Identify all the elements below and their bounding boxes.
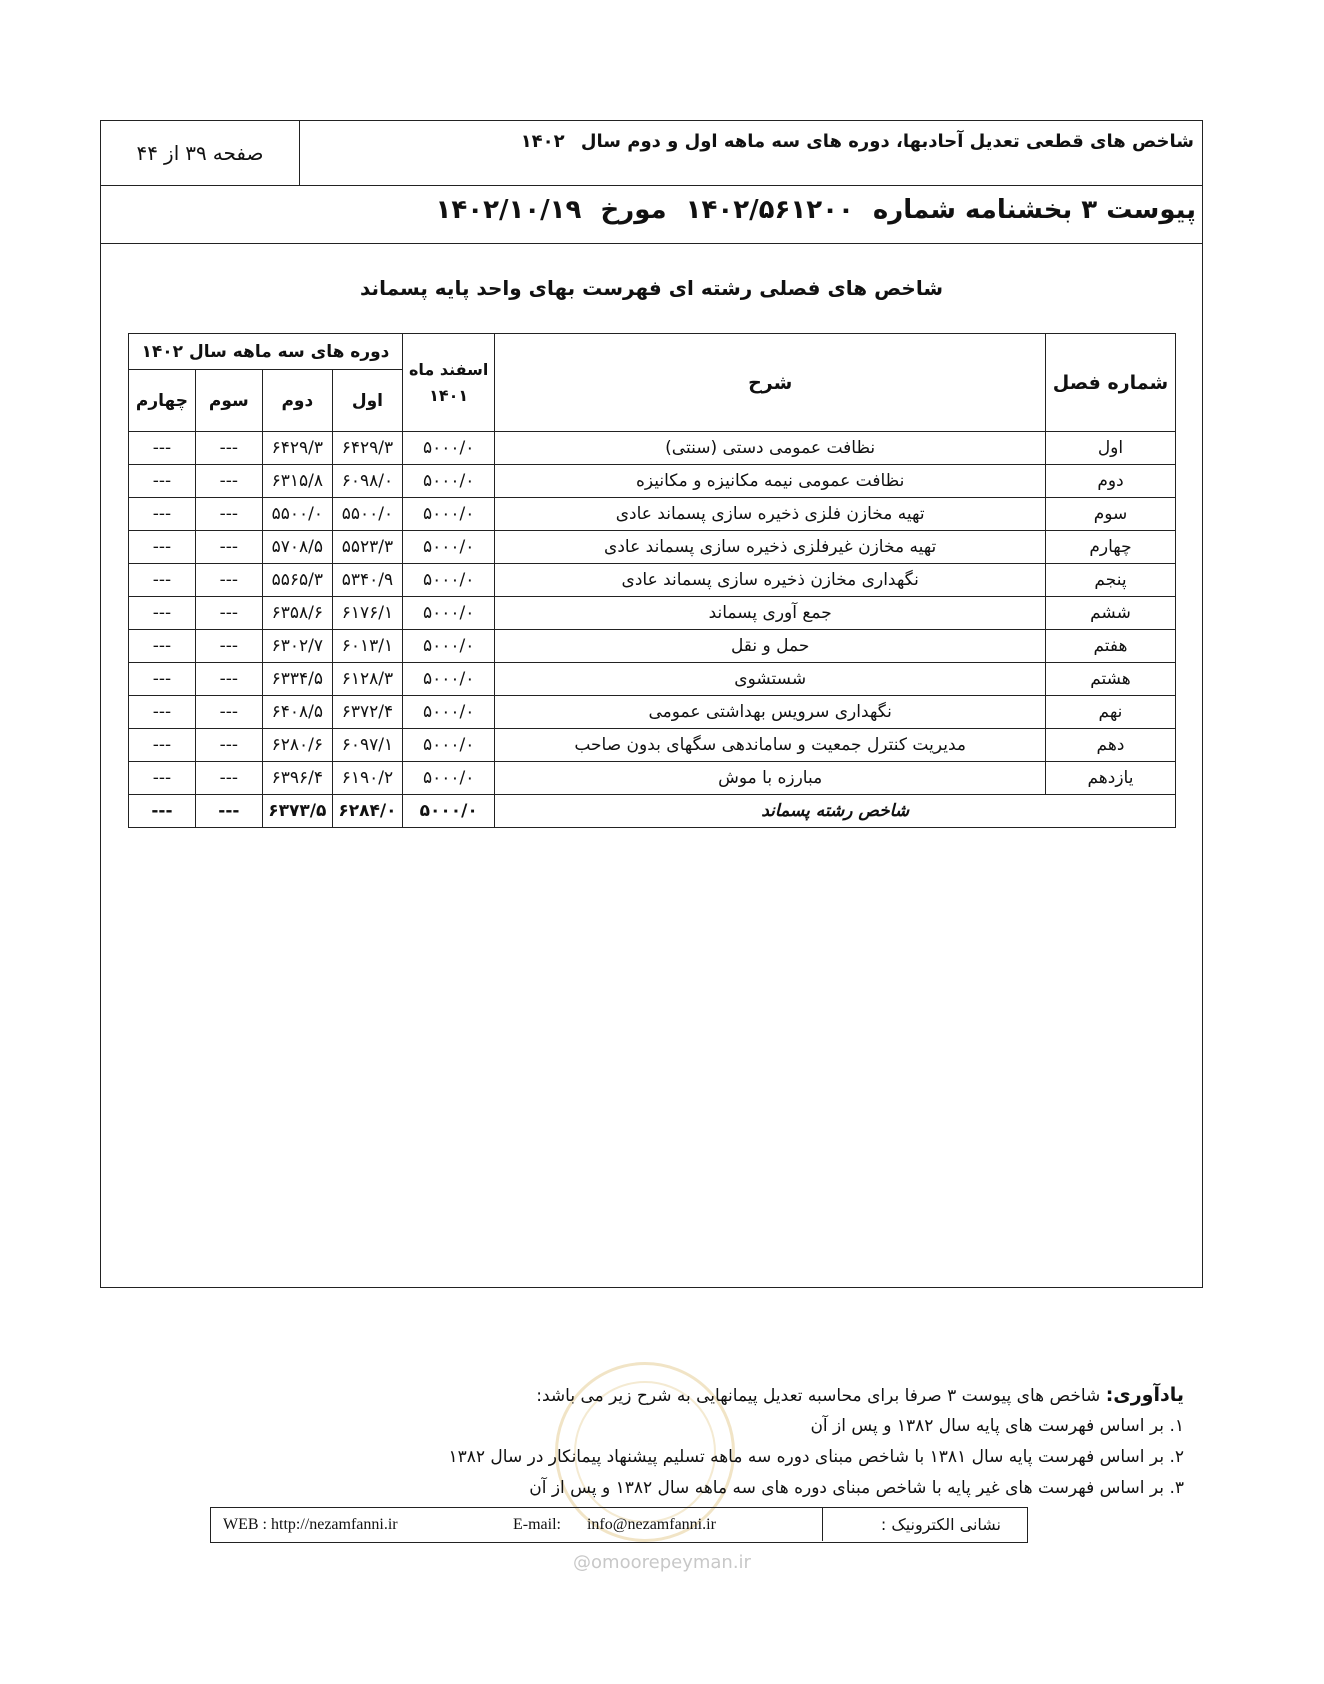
cell-q3: ---: [195, 729, 262, 762]
notes-item: ۱. بر اساس فهرست های پایه سال ۱۳۸۲ و پس از آن: [810, 1416, 1184, 1436]
cell-description: نگهداری سرویس بهداشتی عمومی: [495, 696, 1046, 729]
notes-heading: یادآوری:: [1105, 1384, 1184, 1406]
total-label: شاخص رشته پسماند: [495, 795, 1176, 828]
cell-description: نگهداری مخازن ذخیره سازی پسماند عادی: [495, 564, 1046, 597]
cell-chapter-no: اول: [1045, 432, 1175, 465]
total-esfand: ۵۰۰۰/۰: [402, 795, 494, 828]
total-q1: ۶۲۸۴/۰: [332, 795, 402, 828]
header-q3: سوم: [195, 370, 262, 432]
cell-esfand: ۵۰۰۰/۰: [402, 630, 494, 663]
cell-q3: ---: [195, 432, 262, 465]
cell-q2: ۶۳۱۵/۸: [262, 465, 332, 498]
section-title: شاخص های فصلی رشته ای فهرست بهای واحد پایه پسماند: [360, 276, 943, 300]
header-esfand-line2: ۱۴۰۱: [429, 385, 469, 405]
notes-item: ۳. بر اساس فهرست های غیر پایه با شاخص مبنای دوره های سه ماهه سال ۱۳۸۲ و پس از آن: [529, 1478, 1184, 1498]
cell-description: مدیریت کنترل جمعیت و ساماندهی سگهای بدون صاحب: [495, 729, 1046, 762]
header-title-year: ۱۴۰۲: [520, 131, 565, 152]
header-chapter-no: شماره فصل: [1045, 334, 1175, 432]
table-row: [129, 531, 1176, 564]
cell-q2: ۵۵۶۵/۳: [262, 564, 332, 597]
cell-q4: ---: [129, 465, 196, 498]
cell-q1: ۵۵۰۰/۰: [332, 498, 402, 531]
cell-q3: ---: [195, 696, 262, 729]
header-quarters-group: دوره های سه ماهه سال ۱۴۰۲: [129, 334, 403, 370]
header-title-text: شاخص های قطعی تعدیل آحادبها، دوره های سه ماهه اول و دوم سال: [580, 131, 1194, 152]
document-frame: [100, 120, 1203, 1288]
cell-esfand: ۵۰۰۰/۰: [402, 663, 494, 696]
cell-q3: ---: [195, 762, 262, 795]
cell-q4: ---: [129, 630, 196, 663]
header-esfand-line1: اسفند ماه: [408, 359, 489, 379]
cell-q2: ۶۳۵۸/۶: [262, 597, 332, 630]
cell-q3: ---: [195, 597, 262, 630]
total-q4: ---: [129, 795, 196, 828]
cell-q2: ۶۳۹۶/۴: [262, 762, 332, 795]
cell-description: حمل و نقل: [495, 630, 1046, 663]
cell-q3: ---: [195, 498, 262, 531]
notes-item: ۲. بر اساس فهرست پایه سال ۱۳۸۱ با شاخص مبنای دوره سه ماهه تسلیم پیشنهاد پیمانکار در سال ۱۳۸۲: [448, 1447, 1184, 1467]
email-label: E-mail:: [513, 1516, 561, 1533]
total-q2: ۶۳۷۳/۵: [262, 795, 332, 828]
table-row: [129, 432, 1176, 465]
cell-q1: ۵۳۴۰/۹: [332, 564, 402, 597]
email-field: [491, 1508, 716, 1541]
page-word: صفحه: [212, 141, 264, 165]
cell-q2: ۶۳۰۲/۷: [262, 630, 332, 663]
table-row: [129, 663, 1176, 696]
cell-q4: ---: [129, 762, 196, 795]
email-link[interactable]: info@nezamfanni.ir: [586, 1516, 716, 1533]
cell-q1: ۶۴۲۹/۳: [332, 432, 402, 465]
header-description: شرح: [495, 334, 1046, 432]
announcement-number: ۱۴۰۲/۵۶۱۲۰۰: [685, 195, 854, 225]
header-row: [101, 121, 1202, 186]
cell-description: تهیه مخازن غیرفلزی ذخیره سازی پسماند عادی: [495, 531, 1046, 564]
header-q1: اول: [332, 370, 402, 432]
header-q2: دوم: [262, 370, 332, 432]
table-row: [129, 729, 1176, 762]
cell-chapter-no: یازدهم: [1045, 762, 1175, 795]
cell-q3: ---: [195, 465, 262, 498]
cell-chapter-no: سوم: [1045, 498, 1175, 531]
notes: [424, 1380, 1184, 1504]
cell-esfand: ۵۰۰۰/۰: [402, 531, 494, 564]
cell-q4: ---: [129, 498, 196, 531]
table-body: [129, 432, 1176, 828]
cell-q1: ۶۱۹۰/۲: [332, 762, 402, 795]
cell-chapter-no: هفتم: [1045, 630, 1175, 663]
cell-q2: ۵۷۰۸/۵: [262, 531, 332, 564]
cell-q3: ---: [195, 531, 262, 564]
cell-chapter-no: نهم: [1045, 696, 1175, 729]
notes-intro-line: [424, 1380, 1184, 1411]
announcement-part2: مورخ: [600, 195, 667, 225]
contact-box: [210, 1507, 1028, 1543]
cell-description: شستشوی: [495, 663, 1046, 696]
cell-esfand: ۵۰۰۰/۰: [402, 465, 494, 498]
cell-q4: ---: [129, 696, 196, 729]
cell-esfand: ۵۰۰۰/۰: [402, 498, 494, 531]
cell-q2: ۶۴۲۹/۳: [262, 432, 332, 465]
announcement-part1: پیوست ۳ بخشنامه شماره: [872, 195, 1196, 225]
announcement-title: [425, 195, 1196, 225]
index-table: [128, 333, 1176, 828]
cell-q4: ---: [129, 663, 196, 696]
cell-q4: ---: [129, 564, 196, 597]
cell-esfand: ۵۰۰۰/۰: [402, 729, 494, 762]
table-row: [129, 465, 1176, 498]
cell-q1: ۶۰۹۷/۱: [332, 729, 402, 762]
cell-description: نظافت عمومی نیمه مکانیزه و مکانیزه: [495, 465, 1046, 498]
cell-description: جمع آوری پسماند: [495, 597, 1046, 630]
cell-description: مبارزه با موش: [495, 762, 1046, 795]
cell-q2: ۶۳۳۴/۵: [262, 663, 332, 696]
cell-description: تهیه مخازن فلزی ذخیره سازی پسماند عادی: [495, 498, 1046, 531]
page-total: ۴۴: [136, 141, 159, 165]
cell-chapter-no: هشتم: [1045, 663, 1175, 696]
cell-q2: ۶۲۸۰/۶: [262, 729, 332, 762]
cell-chapter-no: دوم: [1045, 465, 1175, 498]
cell-q1: ۶۰۹۸/۰: [332, 465, 402, 498]
cell-chapter-no: پنجم: [1045, 564, 1175, 597]
cell-esfand: ۵۰۰۰/۰: [402, 564, 494, 597]
table-row: [129, 597, 1176, 630]
cell-chapter-no: ششم: [1045, 597, 1175, 630]
page-current: ۳۹: [185, 141, 207, 165]
web-link[interactable]: WEB : http://nezamfanni.ir: [223, 1516, 398, 1533]
cell-q4: ---: [129, 729, 196, 762]
cell-q2: ۵۵۰۰/۰: [262, 498, 332, 531]
cell-description: نظافت عمومی دستی (سنتی): [495, 432, 1046, 465]
cell-q1: ۵۵۲۳/۳: [332, 531, 402, 564]
total-row: [129, 795, 1176, 828]
cell-q4: ---: [129, 432, 196, 465]
cell-q3: ---: [195, 564, 262, 597]
table-row: [129, 630, 1176, 663]
announcement-date: ۱۴۰۲/۱۰/۱۹: [435, 195, 582, 225]
cell-q1: ۶۰۱۳/۱: [332, 630, 402, 663]
table-row: [129, 498, 1176, 531]
cell-q1: ۶۱۷۶/۱: [332, 597, 402, 630]
cell-esfand: ۵۰۰۰/۰: [402, 432, 494, 465]
cell-esfand: ۵۰۰۰/۰: [402, 597, 494, 630]
cell-q1: ۶۳۷۲/۴: [332, 696, 402, 729]
table-row: [129, 564, 1176, 597]
cell-q1: ۶۱۲۸/۳: [332, 663, 402, 696]
page-of: از: [164, 141, 180, 165]
header-q4: چهارم: [129, 370, 196, 432]
cell-q4: ---: [129, 597, 196, 630]
cell-q4: ---: [129, 531, 196, 564]
notes-intro: شاخص های پیوست ۳ صرفا برای محاسبه تعدیل پیمانهایی به شرح زیر می باشد:: [536, 1386, 1101, 1406]
header-esfand: [402, 334, 494, 432]
announcement-row: [101, 185, 1202, 244]
watermark-url: @omoorepeyman.ir: [573, 1552, 751, 1573]
contact-label: نشانی الکترونیک :: [822, 1508, 1027, 1541]
cell-q2: ۶۴۰۸/۵: [262, 696, 332, 729]
header-title: [521, 131, 1194, 152]
cell-esfand: ۵۰۰۰/۰: [402, 696, 494, 729]
page-indicator: [101, 121, 300, 185]
cell-q3: ---: [195, 630, 262, 663]
cell-chapter-no: دهم: [1045, 729, 1175, 762]
table-row: [129, 762, 1176, 795]
cell-chapter-no: چهارم: [1045, 531, 1175, 564]
total-q3: ---: [195, 795, 262, 828]
cell-esfand: ۵۰۰۰/۰: [402, 762, 494, 795]
table-row: [129, 696, 1176, 729]
cell-q3: ---: [195, 663, 262, 696]
